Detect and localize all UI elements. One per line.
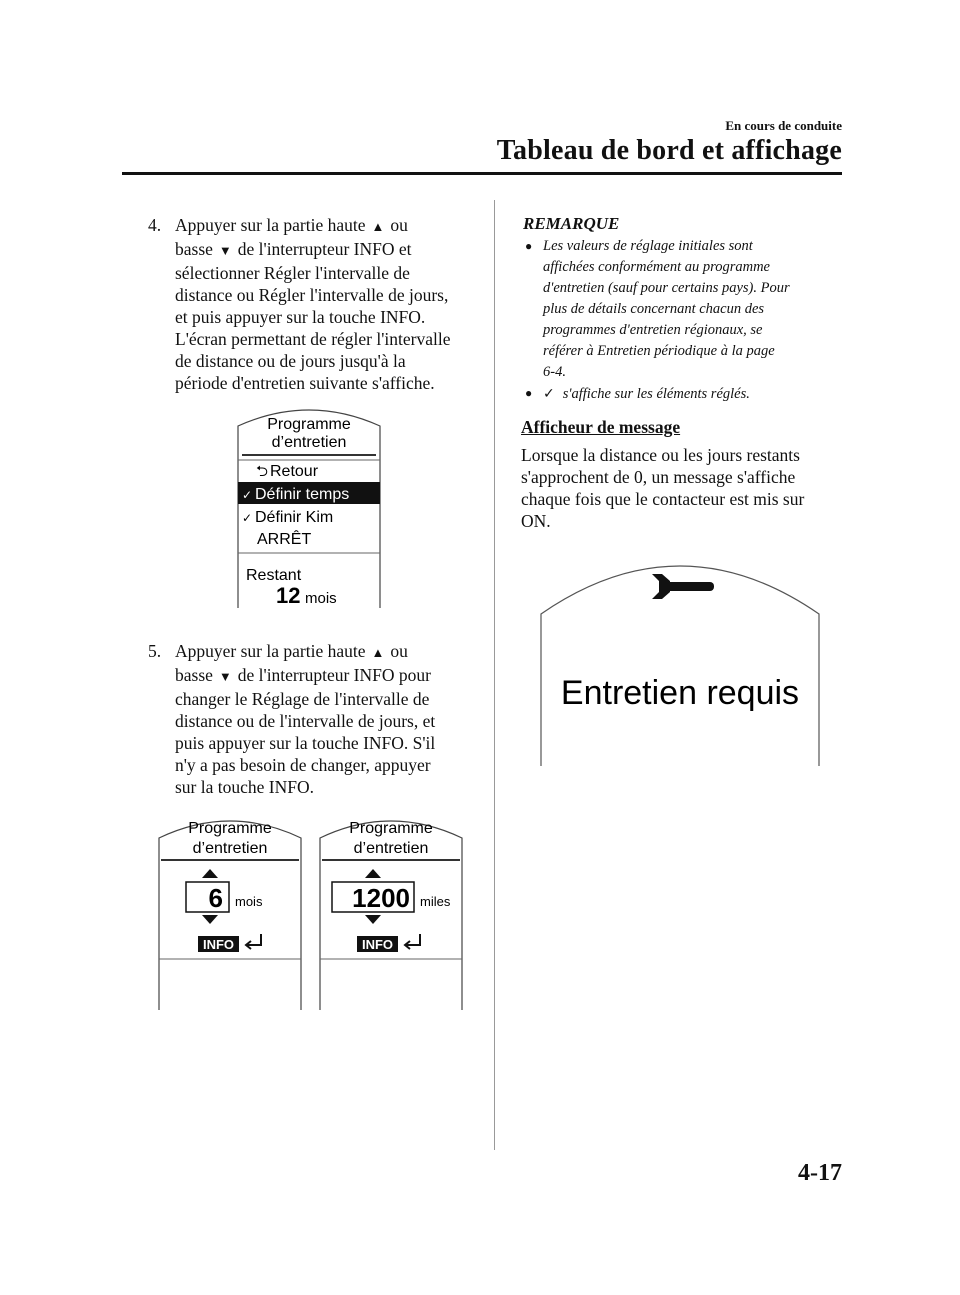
maintenance-menu-screen [236, 402, 382, 610]
remaining-unit: mois [305, 590, 337, 607]
maintenance-message: Entretien requis [560, 674, 800, 712]
miles-unit: miles [420, 894, 451, 909]
maintenance-required-screen [540, 556, 820, 768]
remark-bullet-2: ● ✓ s'affiche sur les éléments réglés. [525, 385, 750, 402]
message-section-title: Afficheur de message [521, 417, 681, 437]
down-arrow-icon [202, 915, 218, 924]
page-number: 4-17 [798, 1160, 842, 1186]
check-icon: ✓ [242, 488, 253, 502]
message-section-paragraph: Lorsque la distance ou les jours restants s'approchent de 0, un message s'affiche chaque fois que le contacteur est mis sur ON. [521, 445, 805, 531]
info-label: INFO [361, 937, 394, 952]
step-4: 4. Appuyer sur la partie haute ▲ ou basse ▼ de l'interrupteur INFO et sélectionner Régler l'intervalle de distance ou Régler l'intervalle de jours, et puis appuyer sur la touche INFO. L'écran permettant de régler l'intervalle de distance ou de jours jusqu'à la période d'entretien suivante s'affiche. [148, 215, 451, 393]
step-5: 5. Appuyer sur la partie haute ▲ ou basse ▼ de l'interrupteur INFO pour changer le Réglage de l'intervalle de distance ou de l'intervalle de jours, et puis appuyer sur la touche INFO. S'il n'y a pas besoin de changer, appuyer sur la touche INFO. [148, 641, 436, 797]
up-arrow-icon [202, 869, 218, 878]
enter-icon [246, 934, 261, 949]
up-triangle-icon: ▲ [371, 645, 385, 660]
miles-setting-screen [318, 812, 464, 1012]
back-arrow-icon: ⮌ [256, 463, 269, 480]
down-triangle-icon: ▼ [218, 669, 232, 684]
remark-bullet-1: ● Les valeurs de réglage initiales sont affichées conformément au programme d'entretien (sauf pour certains pays). Pour plus de détails concernant chacun des programmes d'entretien régionaux, se référer à Entretien périodique à la page 6-4. [525, 238, 790, 380]
down-triangle-icon: ▼ [218, 243, 232, 258]
enter-icon [405, 934, 420, 949]
menu-item-retour: Retour [270, 463, 319, 480]
column-divider [494, 200, 495, 1150]
header-divider [122, 172, 842, 175]
screen-title-line1: Programme [349, 820, 433, 837]
screen-title-line2: d’entretien [353, 840, 429, 857]
info-label: INFO [202, 937, 235, 952]
chapter-subtitle: En cours de conduite [725, 118, 842, 133]
step-number: 5. [148, 641, 162, 661]
months-unit: mois [235, 894, 263, 909]
up-arrow-icon [365, 869, 381, 878]
menu-item-arret: ARRÊT [257, 531, 312, 548]
step-number: 4. [148, 215, 162, 235]
check-icon: ✓ [543, 385, 555, 401]
down-arrow-icon [365, 915, 381, 924]
menu-item-definir-kim: Définir Kim [255, 509, 334, 526]
remaining-label: Restant [246, 567, 302, 584]
bullet-icon: ● [525, 386, 533, 400]
bullet-icon: ● [525, 239, 533, 253]
check-icon: ✓ [242, 511, 253, 525]
remark-title: REMARQUE [523, 214, 620, 233]
months-setting-screen [157, 812, 303, 1012]
wrench-icon [652, 574, 714, 599]
menu-item-definir-temps: Définir temps [255, 486, 350, 503]
chapter-title: Tableau de bord et affichage [496, 135, 842, 166]
miles-value: 1200 [352, 883, 410, 913]
screen-title-line1: Programme [267, 416, 351, 433]
up-triangle-icon: ▲ [371, 219, 385, 234]
remaining-value: 12 [276, 583, 301, 608]
screen-title-line2: d’entretien [271, 434, 347, 451]
screen-title-line1: Programme [188, 820, 272, 837]
screen-title-line2: d’entretien [192, 840, 268, 857]
months-value: 6 [208, 883, 223, 913]
